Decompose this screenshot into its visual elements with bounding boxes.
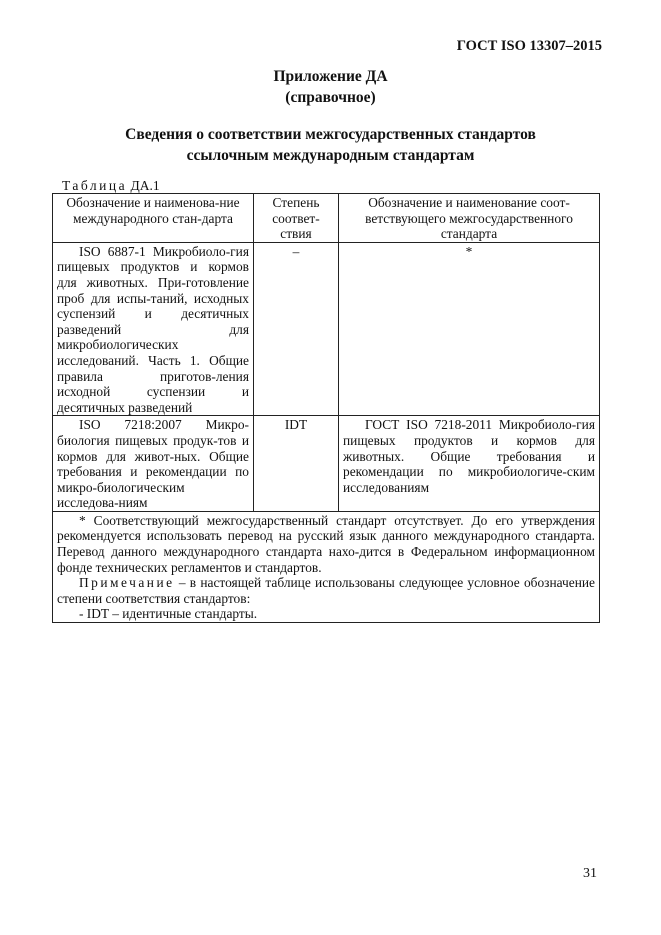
cell-degree: IDT — [254, 416, 339, 512]
appendix-subtitle: (справочное) — [285, 89, 376, 106]
table-caption-number: ДА.1 — [130, 178, 160, 193]
cell-degree: – — [254, 242, 339, 416]
cell-interstate-standard: ГОСТ ISO 7218-2011 Микробиоло-гия пищевых продуктов и кормов для животных. Общие требования и рекомендации по микробиологиче-ским исследованиям — [339, 416, 600, 512]
table-row — [53, 416, 600, 512]
header-cell-interstate: Обозначение и наименование соот-ветствующего межгосударственного стандарта — [339, 194, 600, 243]
table-notes-row — [53, 511, 600, 622]
table-caption — [62, 178, 160, 193]
correspondence-table — [52, 193, 600, 623]
section-title-line1: Сведения о соответствии межгосударственных стандартов — [125, 126, 536, 143]
table-caption-word: Таблица — [62, 178, 128, 193]
cell-interstate-standard: * — [339, 242, 600, 416]
note-text: – в настоящей таблице использованы следующее условное обозначение степени соответствия стандартов: — [57, 575, 595, 606]
section-heading — [0, 124, 661, 166]
appendix-title: Приложение ДА — [273, 68, 388, 85]
header-cell-international: Обозначение и наименова-ние международного стан-дарта — [53, 194, 254, 243]
cell-international-standard: ISO 7218:2007 Микро-биология пищевых продук-тов и кормов для живот-ных. Общие требования и рекомендации по микро-биологическим исследова-ниям — [53, 416, 254, 512]
section-title-line2: ссылочным международным стандартам — [186, 147, 475, 164]
appendix-heading — [0, 66, 661, 108]
note-item: - IDT – идентичные стандарты. — [79, 606, 258, 622]
cell-international-standard: ISO 6887-1 Микробиоло-гия пищевых продуктов и кормов для животных. При-готовление проб для испы-таний, исходных суспензий и десятичных разведений для микробиологических исследований. Часть 1. Общие правила приготов-ления исходной суспензии и десятичных разведений — [53, 242, 254, 416]
header-cell-degree: Степень соответ-ствия — [254, 194, 339, 243]
table-note — [57, 575, 595, 606]
note-label: Примечание — [79, 575, 175, 591]
table-notes-cell — [53, 511, 600, 622]
page-number: 31 — [583, 866, 597, 881]
table-header-row — [53, 194, 600, 243]
table-row — [53, 242, 600, 416]
table-footnote: * Соответствующий межгосударственный стандарт отсутствует. До его утверждения рекомендуется использовать перевод на русский язык данного международного стандарта. Перевод данного международного стандарта нахо-дится в Федеральном информационном фонде технических регламентов и стандартов. — [57, 512, 595, 575]
document-code: ГОСТ ISO 13307–2015 — [456, 38, 602, 54]
